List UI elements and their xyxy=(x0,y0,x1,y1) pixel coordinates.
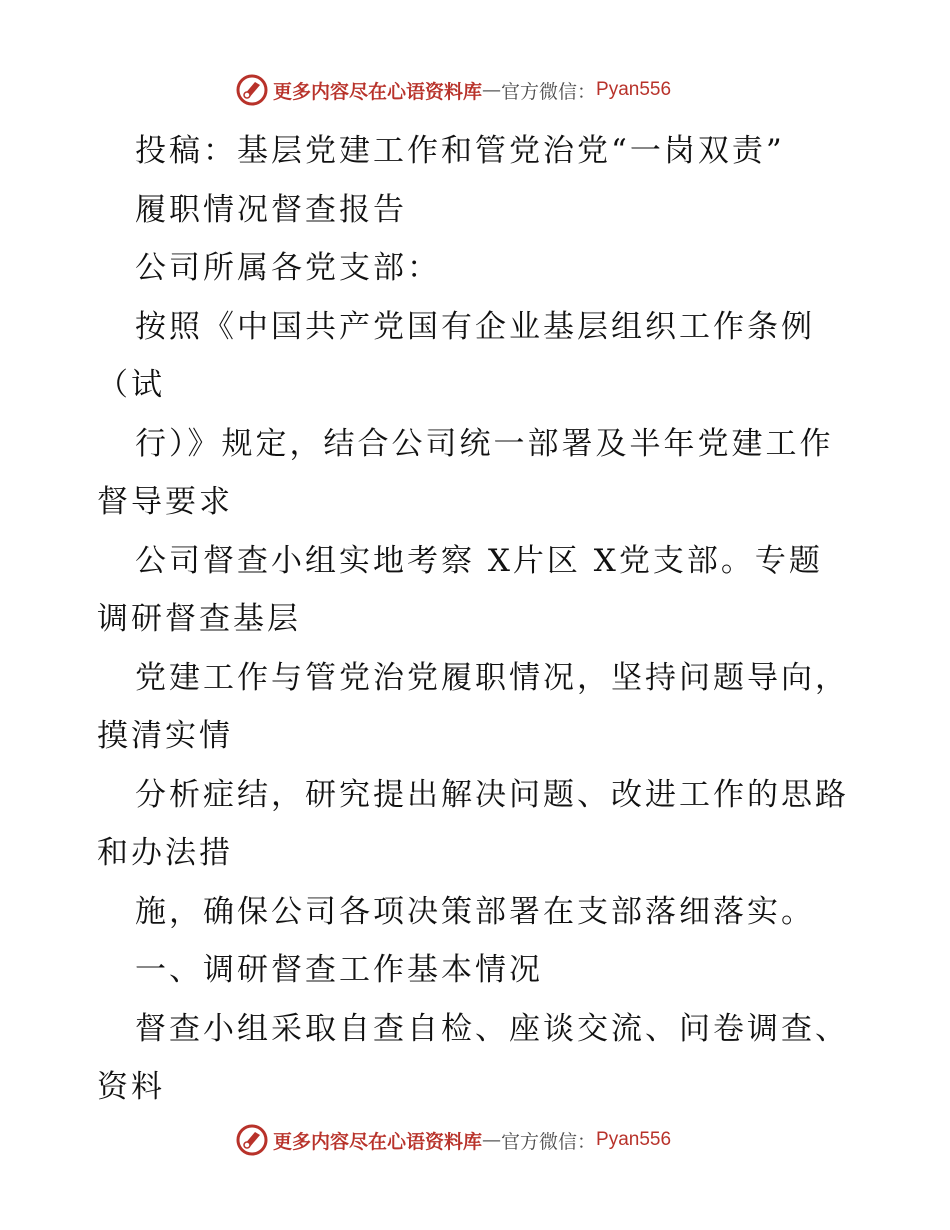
document-body xyxy=(97,122,867,1117)
salutation-line: 公司所属各党支部： xyxy=(135,250,441,286)
paragraph-line: 调研督查基层 xyxy=(97,601,301,637)
paragraph-line: 施，确保公司各项决策部署在支部落细落实。 xyxy=(135,893,815,930)
paragraph-line: 摸清实情 xyxy=(97,718,233,754)
paragraph-line: 行）》规定，结合公司统一部署及半年党建工作 xyxy=(135,425,834,462)
paragraph-line: 资料 xyxy=(97,1069,165,1105)
paragraph-line: 督查小组采取自查自检、座谈交流、问卷调查、 xyxy=(135,1010,849,1047)
banner-brand-text: 更多内容尽在心语资料库 xyxy=(273,1130,483,1153)
section-heading: 一、调研督查工作基本情况 xyxy=(135,952,543,988)
paragraph-line: 督导要求 xyxy=(97,484,233,520)
paragraph-line: 和办法措 xyxy=(97,835,233,871)
banner-wechat-label: 官方微信： xyxy=(501,80,597,103)
banner-wechat-id: Pyan556 xyxy=(596,79,672,100)
paragraph-line: 分析症结，研究提出解决问题、改进工作的思路 xyxy=(135,776,849,813)
banner-separator: — xyxy=(482,79,502,101)
paragraph-line: 党建工作与管党治党履职情况，坚持问题导向， xyxy=(135,659,849,696)
footer-watermark-banner xyxy=(235,1122,755,1158)
title-line-1: 投稿：基层党建工作和管党治党“一岗双责” xyxy=(135,133,785,169)
paragraph-line: 按照《中国共产党国有企业基层组织工作条例 xyxy=(135,308,815,345)
paragraph-line: 公司督查小组实地考察 X片区 X党支部。专题 xyxy=(135,542,823,579)
paragraph-line: （试 xyxy=(97,367,165,403)
banner-brand-text: 更多内容尽在心语资料库 xyxy=(273,80,483,103)
title-line-2: 履职情况督查报告 xyxy=(135,191,407,228)
banner-wechat-id: Pyan556 xyxy=(596,1129,672,1150)
banner-separator: — xyxy=(482,1129,502,1151)
brand-logo-icon xyxy=(235,73,269,107)
brand-logo-icon xyxy=(235,1123,269,1157)
header-watermark-banner xyxy=(235,72,755,108)
banner-wechat-label: 官方微信： xyxy=(501,1130,597,1153)
